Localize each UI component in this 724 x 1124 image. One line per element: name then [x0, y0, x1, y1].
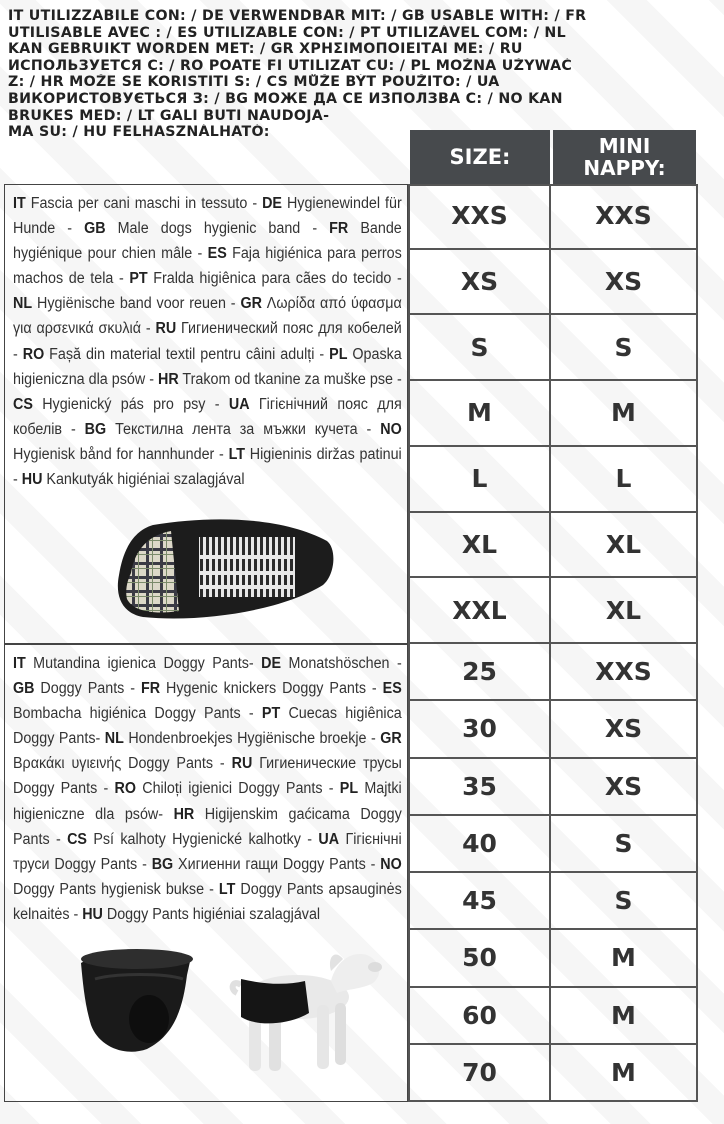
product-name-text: Fașă din material textil pentru câini adulți -: [44, 345, 330, 363]
heading-line: ИСПОЛЬЗУЕТСЯ С: / RO POATE FI UTILIZAT CU: / PL MOŻNA UŻYWAĆ: [8, 57, 573, 74]
size-cell: L: [408, 447, 551, 511]
language-code: NL: [13, 295, 33, 313]
product-name-text: Hygienický pás pro psy -: [32, 395, 229, 413]
size-cell: XXL: [408, 578, 551, 642]
table-row: [408, 447, 698, 513]
mini-nappy-cell: M: [551, 988, 698, 1043]
product-name-text: Fralda higiênica para cães do tecido -: [147, 270, 402, 288]
mini-nappy-cell: M: [551, 1045, 698, 1100]
table-row: [408, 873, 698, 930]
language-code: UA: [228, 395, 250, 413]
table-row: [408, 250, 698, 316]
product-name-text: Opaska higieniczna dla psów -: [13, 345, 402, 388]
size-cell: 60: [408, 988, 551, 1043]
mini-nappy-cell: XXS: [551, 184, 698, 248]
heading-line: Z: / HR MOŽE SE KORISTITI S: / CS MŮŽE BÝT POUŽITO: / UA: [8, 74, 500, 91]
mini-nappy-column-header: MINI NAPPY:: [553, 130, 696, 184]
table-row: [408, 816, 698, 873]
mini-nappy-cell: XXS: [551, 644, 698, 699]
language-code: ES: [207, 245, 227, 263]
table-row: [408, 988, 698, 1045]
size-cell: M: [408, 381, 551, 445]
language-code: NO: [380, 420, 402, 438]
language-code: CS: [13, 395, 33, 413]
product-name-text: Cuecas higiênica Doggy Pants-: [13, 705, 402, 748]
product-name-text: Mutandina igienica Doggy Pants-: [25, 655, 262, 672]
mini-nappy-cell: XS: [551, 701, 698, 756]
hygienic-band-image: [113, 515, 337, 625]
language-code: GR: [240, 295, 262, 313]
product-name-text: Гигиенический пояс для кобелей -: [13, 320, 402, 363]
language-code: BG: [84, 420, 107, 438]
table-row: [408, 578, 698, 644]
product-panel-hygienic-band: [4, 184, 408, 644]
size-cell: 40: [408, 816, 551, 871]
language-code: PL: [339, 780, 359, 798]
language-code: GB: [84, 220, 106, 238]
size-column-header: SIZE:: [410, 130, 550, 184]
mini-nappy-cell: XS: [551, 759, 698, 814]
product-name-text: Doggy Pants hygienisk bukse -: [13, 880, 219, 898]
language-code: IT: [13, 655, 26, 672]
language-code: GB: [13, 680, 35, 698]
mini-nappy-cell: L: [551, 447, 698, 511]
language-code: DE: [261, 655, 282, 672]
size-table: [408, 184, 698, 1102]
mini-nappy-cell: S: [551, 816, 698, 871]
product-name-text: Текстилна лента за мъжки кучета -: [106, 420, 381, 438]
size-cell: S: [408, 315, 551, 379]
product-name-text: Fascia per cani maschi in tessuto -: [25, 195, 263, 212]
size-cell: XL: [408, 513, 551, 577]
mini-nappy-cell: S: [551, 873, 698, 928]
product-name-text: Trakom od tkanine za muške pse -: [178, 370, 402, 388]
product-description: [13, 651, 402, 927]
language-code: DE: [262, 195, 282, 212]
mini-nappy-cell: M: [551, 381, 698, 445]
language-code: IT: [13, 195, 26, 212]
table-row: [408, 759, 698, 816]
size-cell: 25: [408, 644, 551, 699]
usable-with-heading: [8, 8, 712, 141]
table-row: [408, 315, 698, 381]
heading-line: ВИКОРИСТОВУЄТЬСЯ З: / BG МОЖЕ ДА СЕ ИЗПОЛЗВА С: / NO KAN: [8, 90, 563, 107]
language-code: UA: [318, 830, 340, 848]
language-code: BG: [151, 855, 174, 873]
product-name-text: Bande hygiénique pour chien mâle -: [13, 220, 402, 263]
dog-wearing-pants-image: [227, 945, 387, 1085]
mini-nappy-cell: XL: [551, 513, 698, 577]
language-code: NO: [380, 855, 402, 873]
mini-nappy-cell: XL: [551, 578, 698, 642]
table-row: [408, 644, 698, 701]
product-name-text: Majtki higieniczne dla psów-: [13, 780, 402, 823]
product-name-text: Higieninis diržas patinui -: [13, 445, 402, 489]
product-name-text: Hygienewindel für Hunde -: [13, 195, 402, 238]
product-name-text: Гігієнічний пояс для кобелів -: [13, 395, 402, 438]
product-name-text: Hygienisk bånd for hannhunder -: [13, 445, 229, 463]
product-panel-doggy-pants: [4, 644, 408, 1102]
language-code: LT: [228, 445, 246, 463]
product-name-text: Βρακάκι υγιεινής Doggy Pants -: [13, 755, 232, 773]
heading-line: KAN GEBRUIKT WORDEN MET: / GR ΧΡΗΣΙΜΟΠΟΙΕΙΤΑΙ ΜΕ: / RU: [8, 41, 523, 58]
product-name-text: Hygiënische band voor reuen -: [32, 295, 241, 313]
language-code: LT: [218, 880, 236, 898]
product-name-text: Hygenic knickers Doggy Pants -: [160, 680, 383, 698]
product-name-text: Psí kalhoty Hygienické kalhotky -: [86, 830, 319, 848]
language-code: FR: [329, 220, 349, 238]
product-name-text: Chiloți igienici Doggy Pants -: [135, 780, 340, 798]
language-code: PL: [329, 345, 348, 363]
language-code: FR: [140, 680, 161, 698]
product-description: [13, 191, 402, 492]
table-row: [408, 1045, 698, 1102]
language-code: PT: [129, 270, 148, 288]
language-code: HR: [157, 370, 179, 388]
product-name-text: Гігієнічні труси Doggy Pants -: [13, 830, 402, 873]
product-name-text: Hondenbroekjes Hygiënische broekje -: [123, 730, 381, 748]
mini-nappy-cell: XS: [551, 250, 698, 314]
size-cell: XS: [408, 250, 551, 314]
heading-line: IT UTILIZZABILE CON: / DE VERWENDBAR MIT: / GB USABLE WITH: / FR: [8, 8, 587, 24]
heading-line: BRUKES MED: / LT GALI BŪTI NAUDOJA-: [8, 107, 330, 124]
size-cell: 30: [408, 701, 551, 756]
language-code: RO: [22, 345, 45, 363]
product-name-text: Doggy Pants apsauginės kelnaitės -: [13, 880, 402, 923]
table-row: [408, 930, 698, 987]
product-name-text: Kankutyák higiéniai szalagjával: [42, 471, 245, 489]
product-name-text: Monatshöschen -: [281, 655, 402, 672]
mini-nappy-cell: M: [551, 930, 698, 985]
language-code: RU: [155, 320, 177, 338]
product-name-text: Higijenskim gaćicama Doggy Pants -: [13, 805, 402, 848]
language-code: HU: [21, 471, 43, 489]
heading-line: UTILISABLE AVEC : / ES UTILIZABLE CON: / PT UTILIZÁVEL COM: / NL: [8, 24, 566, 41]
language-code: NL: [104, 730, 124, 748]
language-code: GR: [380, 730, 402, 748]
language-code: HU: [82, 905, 103, 923]
product-name-text: Male dogs hygienic band -: [105, 220, 330, 238]
doggy-pants-image: [75, 945, 197, 1057]
size-cell: XXS: [408, 184, 551, 248]
size-cell: 50: [408, 930, 551, 985]
language-code: ES: [382, 680, 402, 698]
product-name-text: Гигиенические трусы Doggy Pants -: [13, 755, 402, 798]
table-row: [408, 513, 698, 579]
table-row: [408, 701, 698, 758]
product-name-text: Λωρίδα από ύφασμα για αρσενικά σκυλιά -: [13, 295, 402, 338]
product-name-text: Faja higiénica para perros machos de tela -: [13, 245, 402, 288]
product-name-text: Bombacha higiénica Doggy Pants -: [13, 705, 262, 723]
table-row: [408, 381, 698, 447]
product-name-text: Doggy Pants higiéniai szalagjával: [102, 905, 321, 923]
size-cell: 45: [408, 873, 551, 928]
heading-line: MA SU: / HU FELHASZNÁLHATÓ:: [8, 124, 270, 141]
language-code: CS: [67, 830, 87, 848]
size-cell: 70: [408, 1045, 551, 1100]
product-name-text: Doggy Pants -: [34, 680, 141, 698]
language-code: HR: [173, 805, 195, 823]
mini-nappy-cell: S: [551, 315, 698, 379]
table-row: [408, 184, 698, 250]
product-name-text: Хигиенни гащи Doggy Pants -: [173, 855, 381, 873]
language-code: PT: [261, 705, 281, 723]
size-cell: 35: [408, 759, 551, 814]
language-code: RO: [114, 780, 136, 798]
language-code: RU: [231, 755, 253, 773]
